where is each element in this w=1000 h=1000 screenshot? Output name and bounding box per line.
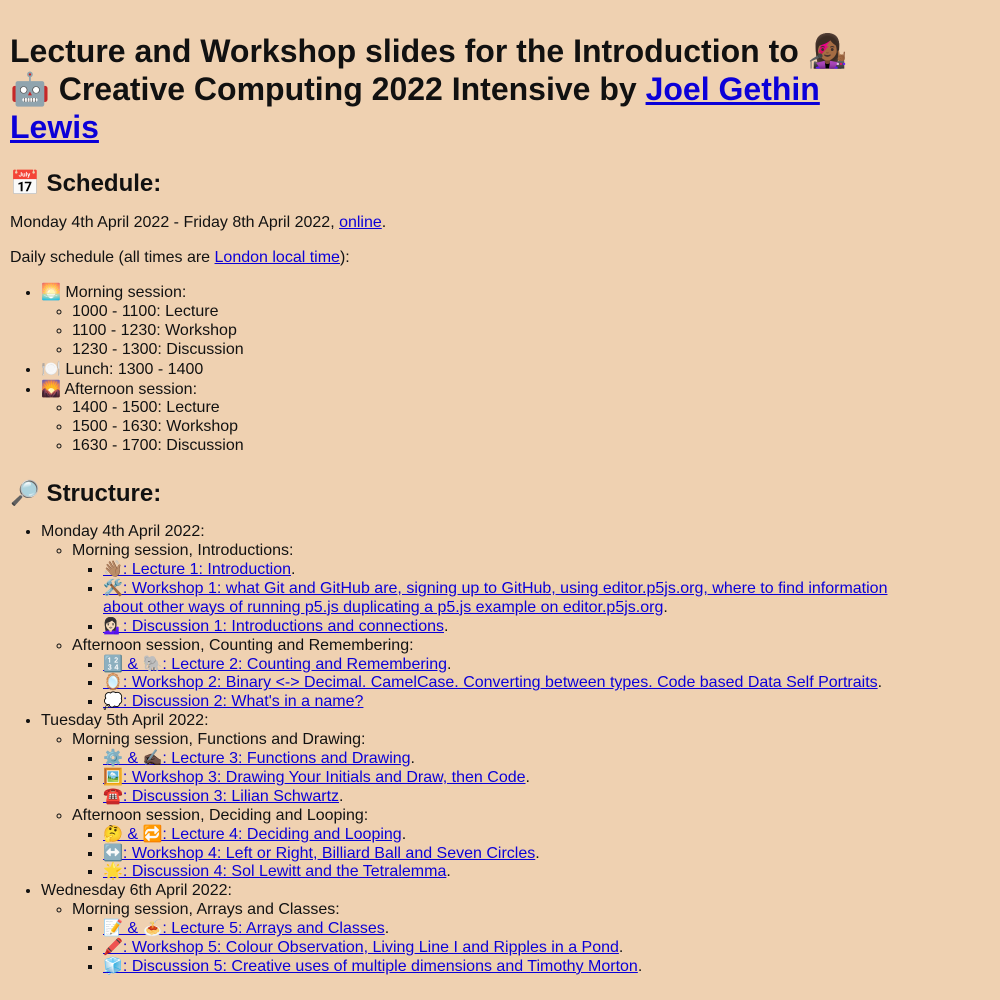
session-icon: 🍽️ — [41, 358, 61, 378]
schedule-dates-end: . — [381, 214, 387, 231]
day-item — [41, 712, 970, 882]
day-label: Tuesday 5th April 2022: — [41, 712, 209, 730]
structure-session-label: Morning session, Arrays and Classes: — [72, 901, 340, 919]
daily-end: ): — [339, 249, 350, 266]
schedule-list — [10, 283, 970, 456]
session-link-item: ▪ ↔️: Workshop 4: Left or Right, Billiard Ball and Seven Circles. — [103, 845, 903, 864]
session-link-item — [103, 693, 903, 712]
session-link-item: ▪ 📝 & 🍝: Lecture 5: Arrays and Classes. — [103, 920, 903, 939]
session-time-item: ◦ 1230 - 1300: Discussion — [72, 341, 970, 360]
session-link-item: ▪ 🔢 & 🐘: Lecture 2: Counting and Remembering. — [103, 656, 903, 675]
session-link-item: ▪ ⚙️ & ✍🏿: Lecture 3: Functions and Drawing. — [103, 750, 903, 769]
session-links — [72, 826, 970, 883]
session-link-item: ▪ 🤔 & 🔁: Lecture 4: Deciding and Looping. — [103, 826, 903, 845]
session-label: Afternoon session: — [60, 380, 198, 398]
session-link[interactable]: 🛠️: Workshop 1: what Git and GitHub are, signing up to GitHub, using editor.p5js.org, where to find information about other ways of running p5.js duplicating a p5.js example on editor.p5js.org — [103, 579, 888, 616]
session-times — [41, 303, 970, 360]
session-link[interactable]: 🧊: Discussion 5: Creative uses of multiple dimensions and Timothy Morton — [103, 958, 638, 975]
schedule-session — [41, 380, 970, 457]
session-link[interactable]: 🤔 & 🔁: Lecture 4: Deciding and Looping — [103, 825, 402, 843]
day-label: Wednesday 6th April 2022: — [41, 882, 232, 900]
session-time-item: ◦ 1000 - 1100: Lecture — [72, 303, 970, 322]
structure-heading-text: Structure: — [39, 480, 162, 508]
session-link[interactable]: ⚙️ & ✍🏿: Lecture 3: Functions and Drawing — [103, 750, 411, 768]
session-time-item: ◦ 1630 - 1700: Discussion — [72, 437, 970, 456]
london-local-time-link[interactable]: London local time — [214, 249, 340, 266]
session-link[interactable]: ↔️: Workshop 4: Left or Right, Billiard Ball and Seven Circles — [103, 844, 536, 862]
session-link[interactable]: 💭: Discussion 2: What's in a name? — [103, 693, 364, 711]
day-label: Monday 4th April 2022: — [41, 523, 205, 541]
session-link[interactable]: 🌟: Discussion 4: Sol Lewitt and the Tetralemma — [103, 863, 447, 881]
session-link[interactable]: 🪞: Workshop 2: Binary <-> Decimal. CamelCase. Converting between types. Code based Data Self Portraits — [103, 674, 878, 692]
session-link-item: ▪ ☎️: Discussion 3: Lilian Schwartz. — [103, 788, 903, 807]
structure-session-label: Morning session, Functions and Drawing: — [72, 731, 366, 749]
session-label: Morning session: — [60, 284, 187, 301]
session-link-item: ▪ 🧊: Discussion 5: Creative uses of multiple dimensions and Timothy Morton. — [103, 958, 903, 977]
session-links — [72, 750, 970, 807]
structure-session-label: Morning session, Introductions: — [72, 542, 294, 560]
schedule-heading — [10, 168, 970, 199]
day-item — [41, 523, 970, 712]
session-link-item: ▪ 🪞: Workshop 2: Binary <-> Decimal. CamelCase. Converting between types. Code based Data Self Portraits. — [103, 674, 903, 693]
session-icon: 🌄 — [41, 378, 61, 398]
daily-schedule-note — [10, 248, 970, 267]
day-sessions — [41, 542, 970, 712]
structure-heading — [10, 478, 970, 509]
schedule-dates-text: Monday 4th April 2022 - Friday 8th April 2022, — [10, 214, 340, 231]
session-time-item: ◦ 1400 - 1500: Lecture — [72, 399, 970, 418]
session-times — [41, 399, 970, 456]
schedule-session — [41, 360, 970, 380]
session-time-item: ◦ 1500 - 1630: Workshop — [72, 418, 970, 437]
page — [0, 32, 980, 977]
schedule-dates — [10, 213, 970, 232]
title-prefix: Lecture and Workshop slides for the Introduction to — [10, 33, 808, 69]
session-link-item: ▪ 🖍️: Workshop 5: Colour Observation, Living Line I and Ripples in a Pond. — [103, 939, 903, 958]
structure-session — [72, 542, 970, 637]
structure-session — [72, 731, 970, 807]
structure-session-label: Afternoon session, Counting and Remembering: — [72, 636, 414, 654]
session-link[interactable]: 🖍️: Workshop 5: Colour Observation, Living Line I and Ripples in a Pond — [103, 939, 619, 957]
day-sessions — [41, 901, 970, 977]
session-link[interactable]: 🔢 & 🐘: Lecture 2: Counting and Remembering — [103, 655, 448, 673]
title-middle: Creative Computing 2022 Intensive by — [49, 71, 646, 107]
session-link[interactable]: 👋🏽: Lecture 1: Introduction — [103, 560, 292, 578]
structure-session — [72, 901, 970, 977]
session-link-item: ▪ 🛠️: Workshop 1: what Git and GitHub are, signing up to GitHub, using editor.p5js.org, where to find information about other ways of running p5.js duplicating a p5.js example on editor.p5js.org. — [103, 580, 903, 618]
session-link[interactable]: 🖼️: Workshop 3: Drawing Your Initials and Draw, then Code — [103, 768, 526, 786]
daily-text: Daily schedule (all times are — [10, 249, 215, 266]
magnifier-icon: 🔎 — [10, 479, 40, 508]
schedule-heading-text: Schedule: — [39, 170, 162, 197]
session-links — [72, 656, 970, 713]
session-link[interactable]: 📝 & 🍝: Lecture 5: Arrays and Classes — [103, 920, 385, 938]
author-link[interactable]: Joel Gethin Lewis — [10, 71, 820, 145]
session-link[interactable]: ☎️: Discussion 3: Lilian Schwartz — [103, 787, 340, 805]
session-link[interactable]: 💁🏻‍♀️: Discussion 1: Introductions and connections — [103, 617, 444, 635]
structure-session — [72, 807, 970, 883]
structure-session — [72, 637, 970, 713]
session-link-item: ▪ 💁🏻‍♀️: Discussion 1: Introductions and connections. — [103, 618, 903, 637]
structure-session-label: Afternoon session, Deciding and Looping: — [72, 806, 369, 824]
day-item — [41, 882, 970, 977]
day-sessions — [41, 731, 970, 882]
session-link-item: ▪ 🖼️: Workshop 3: Drawing Your Initials and Draw, then Code. — [103, 769, 903, 788]
online-link[interactable]: online — [339, 214, 382, 231]
structure-list — [10, 523, 970, 977]
session-links — [72, 561, 970, 637]
calendar-icon: 📅 — [10, 169, 40, 197]
session-links — [72, 920, 970, 977]
session-icon: 🌅 — [41, 282, 61, 301]
session-link-item: ▪ 👋🏽: Lecture 1: Introduction. — [103, 561, 903, 580]
schedule-session — [41, 283, 970, 360]
session-label: Lunch: 1300 - 1400 — [60, 360, 204, 378]
session-time-item: ◦ 1100 - 1230: Workshop — [72, 322, 970, 341]
session-link-item: ▪ 🌟: Discussion 4: Sol Lewitt and the Tetralemma. — [103, 863, 903, 882]
page-title — [10, 32, 850, 146]
artist-robot-icon: 👩🏾‍🎤🤖 — [10, 32, 848, 108]
